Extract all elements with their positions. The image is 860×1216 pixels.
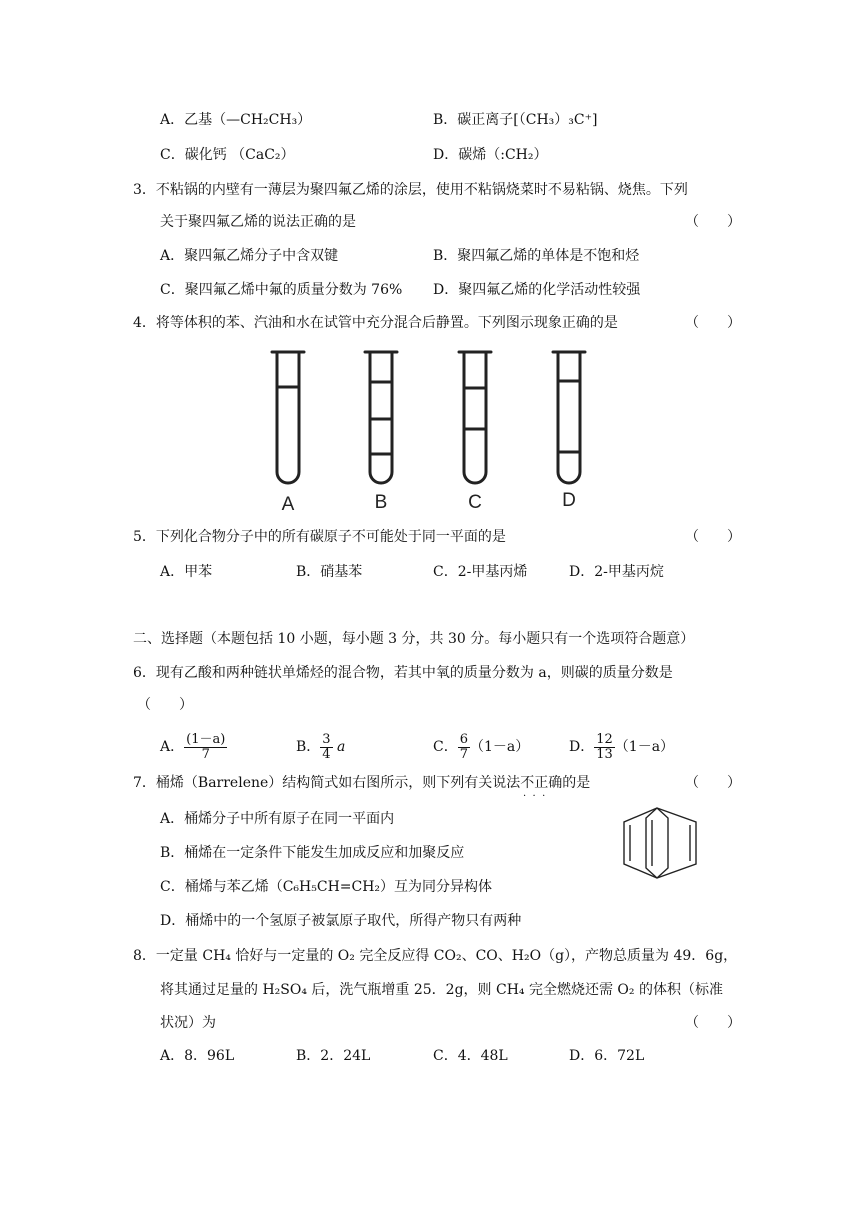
q7-option-b: B．桶烯在一定条件下能发生加成反应和加聚反应 bbox=[160, 845, 465, 861]
q-prev-option-a: A．乙基（—CH₂CH₃） bbox=[160, 112, 312, 128]
q3-answer-paren: （ ） bbox=[685, 214, 741, 230]
q7-answer-paren: （ ） bbox=[685, 775, 741, 791]
test-tube-label-a: A bbox=[281, 494, 295, 515]
q8-stem-line2: 将其通过足量的 H₂SO₄ 后，洗气瓶增重 25．2g，则 CH₄ 完全燃烧还需 O₂ 的体积（标准 bbox=[160, 982, 723, 998]
q5-answer-paren: （ ） bbox=[685, 529, 741, 545]
q8-option-b: B．2．24L bbox=[296, 1048, 371, 1064]
q5-stem: 5．下列化合物分子中的所有碳原子不可能处于同一平面的是 bbox=[133, 529, 506, 545]
q5-option-d: D．2-甲基丙烷 bbox=[569, 564, 664, 580]
test-tube-label-d: D bbox=[562, 490, 576, 511]
test-tube-c bbox=[459, 352, 491, 483]
q4-answer-paren: （ ） bbox=[685, 315, 741, 331]
q5-option-a: A．甲苯 bbox=[160, 564, 213, 580]
q6-option-c: C． $\frac{6}{7}$ （1－a） bbox=[433, 731, 530, 762]
q7-option-c: C．桶烯与苯乙烯（C₆H₅CH=CH₂）互为同分异构体 bbox=[160, 879, 493, 895]
emphasis-dots: · · · bbox=[523, 791, 546, 802]
q-prev-option-c: C．碳化钙 （CaC₂） bbox=[160, 147, 295, 163]
q7-stem: 7．桶烯（Barrelene）结构简式如右图所示，则下列有关说法不正确的是 bbox=[133, 775, 591, 791]
q8-option-c: C．4．48L bbox=[433, 1048, 508, 1064]
q8-option-d: D．6．72L bbox=[569, 1048, 645, 1064]
test-tube-d bbox=[553, 352, 585, 483]
q7-option-d: D．桶烯中的一个氢原子被氯原子取代，所得产物只有两种 bbox=[160, 913, 522, 929]
q3-stem-line1: 3．不粘锅的内壁有一薄层为聚四氟乙烯的涂层，使用不粘锅烧菜时不易粘锅、烧焦。下列 bbox=[133, 182, 688, 198]
q-prev-option-d: D．碳烯（:CH₂） bbox=[433, 147, 548, 163]
q5-option-c: C．2-甲基丙烯 bbox=[433, 564, 528, 580]
q6-option-d: D． $\frac{12}{13}$ （1－a） bbox=[569, 731, 675, 762]
q6-answer-paren: （ ） bbox=[137, 697, 193, 713]
test-tube-label-b: B bbox=[374, 492, 388, 513]
q4-stem: 4．将等体积的苯、汽油和水在试管中充分混合后静置。下列图示现象正确的是 bbox=[133, 315, 618, 331]
barrelene-structure-figure bbox=[618, 804, 708, 884]
q3-option-a: A．聚四氟乙烯分子中含双键 bbox=[160, 248, 339, 264]
q6-option-b: B． $\frac{3}{4}$ a bbox=[296, 731, 346, 762]
q8-stem-line1: 8．一定量 CH₄ 恰好与一定量的 O₂ 完全反应得 CO₂、CO、H₂O（g），产物总质量为 49．6g， bbox=[133, 948, 738, 964]
q8-answer-paren: （ ） bbox=[685, 1015, 741, 1031]
test-tube-b bbox=[365, 352, 397, 483]
test-tube-label-c: C bbox=[468, 492, 482, 513]
section-2-heading: 二、选择题（本题包括 10 小题，每小题 3 分，共 30 分。每小题只有一个选项符合题意） bbox=[133, 631, 695, 647]
q7-option-a: A．桶烯分子中所有原子在同一平面内 bbox=[160, 811, 395, 827]
q-prev-option-b: B．碳正离子[（CH₃）₃C⁺] bbox=[433, 112, 598, 128]
q3-option-c: C．聚四氟乙烯中氟的质量分数为 76% bbox=[160, 282, 403, 298]
test-tube-a bbox=[272, 352, 304, 483]
test-tubes-figure bbox=[260, 348, 600, 518]
q8-stem-line3: 状况）为 bbox=[160, 1015, 216, 1031]
q3-option-d: D．聚四氟乙烯的化学活动性较强 bbox=[433, 282, 641, 298]
q6-option-a: A． $\frac{(1-a)}{7}$ bbox=[160, 731, 226, 762]
q3-stem-line2: 关于聚四氟乙烯的说法正确的是 bbox=[160, 214, 356, 230]
q8-option-a: A．8．96L bbox=[160, 1048, 235, 1064]
q3-option-b: B．聚四氟乙烯的单体是不饱和烃 bbox=[433, 248, 640, 264]
q5-option-b: B．硝基苯 bbox=[296, 564, 363, 580]
q6-stem: 6．现有乙酸和两种链状单烯烃的混合物，若其中氧的质量分数为 a，则碳的质量分数是 bbox=[133, 665, 673, 681]
